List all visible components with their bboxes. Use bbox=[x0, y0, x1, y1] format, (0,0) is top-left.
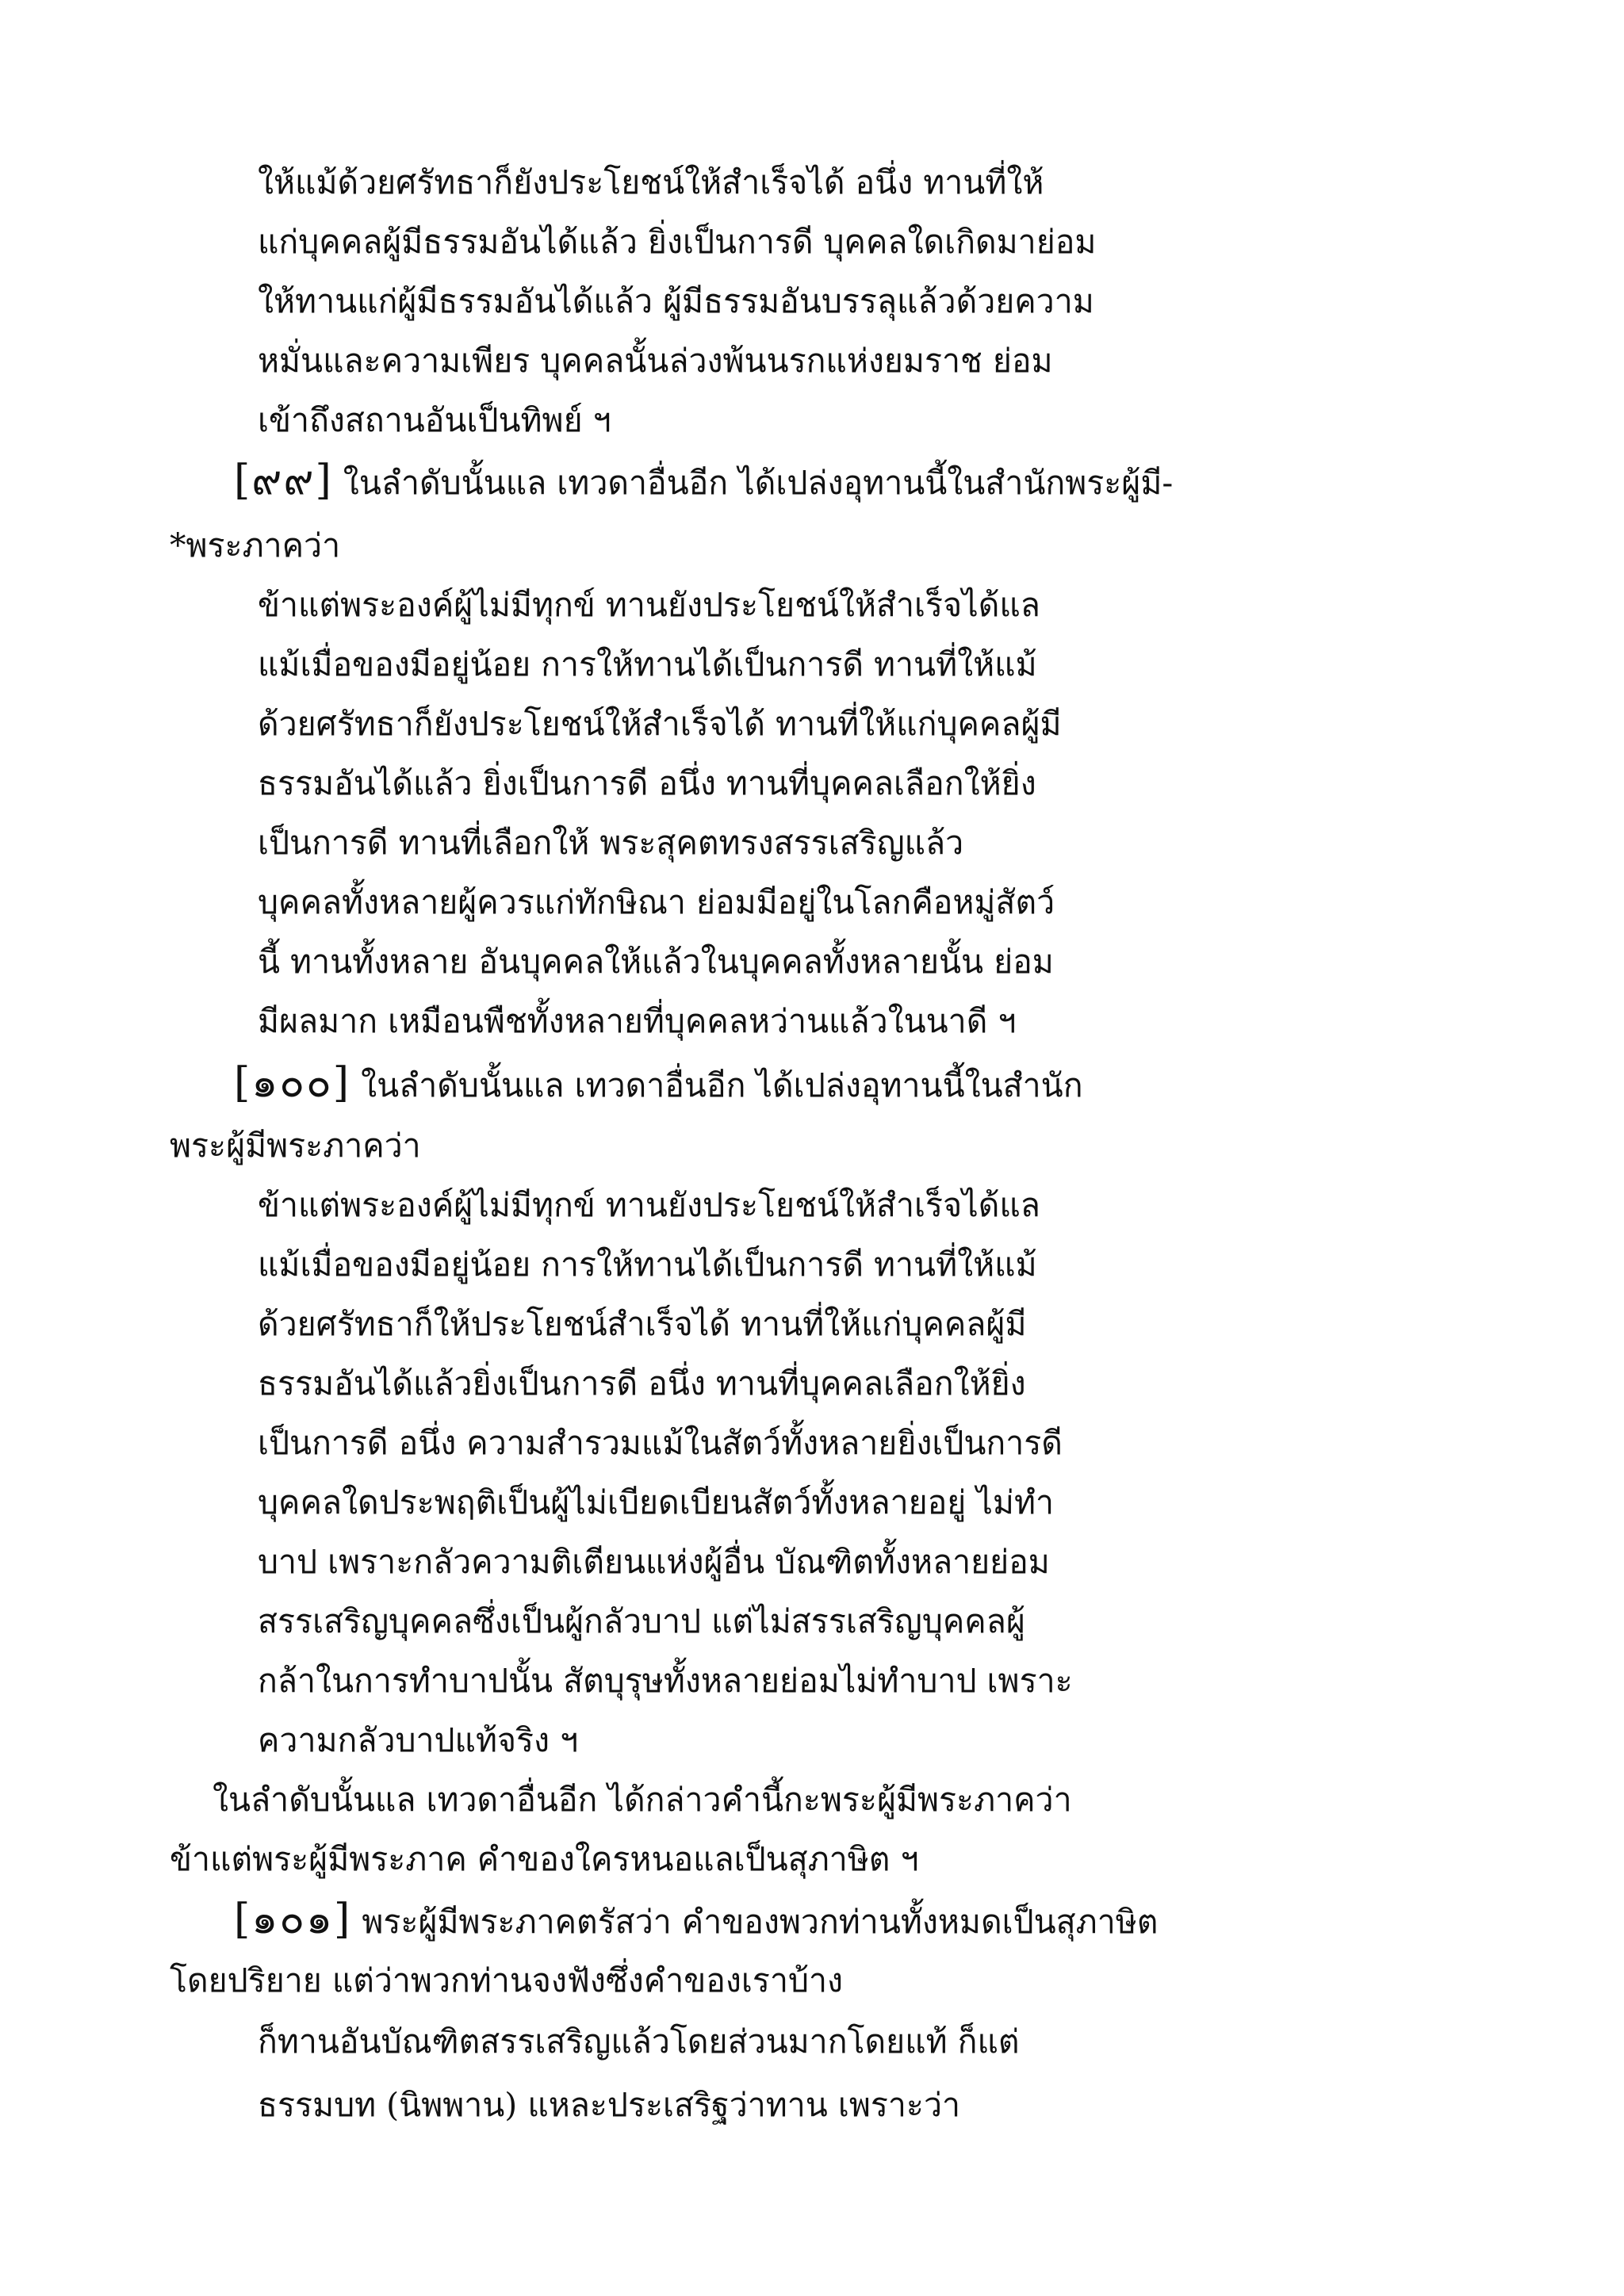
paragraph-101-first-line bbox=[234, 1896, 1159, 1943]
verse-line: ธรรมบท (นิพพาน) แหละประเสริฐว่าทาน เพราะว่า bbox=[258, 2086, 960, 2124]
verse-line: ด้วยศรัทธาก็ให้ประโยชน์สำเร็จได้ ทานที่ให้แก่บุคคลผู้มี bbox=[258, 1305, 1027, 1343]
verse-line: ให้ทานแก่ผู้มีธรรมอันได้แล้ว ผู้มีธรรมอันบรรลุแล้วด้วยความ bbox=[258, 282, 1094, 320]
verse-line: มีผลมาก เหมือนพืชทั้งหลายที่บุคคลหว่านแล้วในนาดี ฯ bbox=[258, 1002, 1017, 1040]
verse-line: ข้าแต่พระองค์ผู้ไม่มีทุกข์ ทานยังประโยชน์ให้สำเร็จได้แล bbox=[258, 1186, 1040, 1224]
paragraph-100-first-line bbox=[234, 1059, 1083, 1107]
verse-line: แม้เมื่อของมีอยู่น้อย การให้ทานได้เป็นการดี ทานที่ให้แม้ bbox=[258, 645, 1037, 683]
verse-line: เป็นการดี อนึ่ง ความสำรวมแม้ในสัตว์ทั้งหลายยิ่งเป็นการดี bbox=[258, 1424, 1063, 1462]
verse-line: บุคคลใดประพฤติเป็นผู้ไม่เบียดเบียนสัตว์ทั้งหลายอยู่ ไม่ทำ bbox=[258, 1483, 1054, 1521]
verse-line: นี้ ทานทั้งหลาย อันบุคคลให้แล้วในบุคคลทั้งหลายนั้น ย่อม bbox=[258, 943, 1054, 981]
verse-line: บาป เพราะกลัวความติเตียนแห่งผู้อื่น บัณฑิตทั้งหลายย่อม bbox=[258, 1543, 1050, 1581]
verse-line: ด้วยศรัทธาก็ยังประโยชน์ให้สำเร็จได้ ทานที่ให้แก่บุคคลผู้มี bbox=[258, 705, 1062, 743]
verse-line: แก่บุคคลผู้มีธรรมอันได้แล้ว ยิ่งเป็นการดี บุคคลใดเกิดมาย่อม bbox=[258, 223, 1097, 261]
paragraph-number: [๑๐๑] bbox=[234, 1896, 352, 1943]
paragraph-first-line: ในลำดับนั้นแล เทวดาอื่นอีก ได้กล่าวคำนี้กะพระผู้มีพระภาคว่า bbox=[213, 1781, 1072, 1819]
verse-line: กล้าในการทำบาปนั้น สัตบุรุษทั้งหลายย่อมไม่ทำบาป เพราะ bbox=[258, 1662, 1073, 1700]
verse-line: เข้าถึงสถานอันเป็นทิพย์ ฯ bbox=[258, 401, 611, 439]
paragraph-99-continuation: *พระภาคว่า bbox=[170, 526, 341, 564]
paragraph-99-first-line bbox=[234, 457, 1174, 504]
verse-line: ความกลัวบาปแท้จริง ฯ bbox=[258, 1721, 579, 1759]
verse-line: ให้แม้ด้วยศรัทธาก็ยังประโยชน์ให้สำเร็จได้ อนึ่ง ทานที่ให้ bbox=[258, 163, 1044, 201]
paragraph-100-continuation: พระผู้มีพระภาคว่า bbox=[170, 1127, 421, 1165]
verse-line: สรรเสริญบุคคลซึ่งเป็นผู้กลัวบาป แต่ไม่สรรเสริญบุคคลผู้ bbox=[258, 1602, 1025, 1640]
paragraph-number: [๙๙] bbox=[234, 457, 333, 504]
verse-line: ก็ทานอันบัณฑิตสรรเสริญแล้วโดยส่วนมากโดยแท้ ก็แต่ bbox=[258, 2022, 1020, 2061]
paragraph-101-continuation: โดยปริยาย แต่ว่าพวกท่านจงฟังซึ่งคำของเราบ้าง bbox=[170, 1961, 844, 1999]
verse-line: บุคคลทั้งหลายผู้ควรแก่ทักษิณา ย่อมมีอยู่ในโลกคือหมู่สัตว์ bbox=[258, 883, 1055, 921]
paragraph-number: [๑๐๐] bbox=[234, 1059, 351, 1107]
paragraph-text: พระผู้มีพระภาคตรัสว่า คำของพวกท่านทั้งหมดเป็นสุภาษิต bbox=[362, 1903, 1159, 1941]
verse-line: ข้าแต่พระองค์ผู้ไม่มีทุกข์ ทานยังประโยชน์ให้สำเร็จได้แล bbox=[258, 586, 1040, 624]
verse-line: ธรรมอันได้แล้ว ยิ่งเป็นการดี อนึ่ง ทานที่บุคคลเลือกให้ยิ่ง bbox=[258, 764, 1036, 802]
verse-line: แม้เมื่อของมีอยู่น้อย การให้ทานได้เป็นการดี ทานที่ให้แม้ bbox=[258, 1246, 1037, 1284]
paragraph-text: ในลำดับนั้นแล เทวดาอื่นอีก ได้เปล่งอุทานนี้ในสำนัก bbox=[361, 1066, 1083, 1104]
paragraph-continuation: ข้าแต่พระผู้มีพระภาค คำของใครหนอแลเป็นสุภาษิต ฯ bbox=[170, 1840, 919, 1878]
verse-line: หมั่นและความเพียร บุคคลนั้นล่วงพ้นนรกแห่งยมราช ย่อม bbox=[258, 342, 1053, 380]
verse-line: เป็นการดี ทานที่เลือกให้ พระสุคตทรงสรรเสริญแล้ว bbox=[258, 824, 964, 862]
paragraph-text: ในลำดับนั้นแล เทวดาอื่นอีก ได้เปล่งอุทานนี้ในสำนักพระผู้มี- bbox=[343, 464, 1174, 502]
verse-line: ธรรมอันได้แล้วยิ่งเป็นการดี อนึ่ง ทานที่บุคคลเลือกให้ยิ่ง bbox=[258, 1364, 1026, 1402]
